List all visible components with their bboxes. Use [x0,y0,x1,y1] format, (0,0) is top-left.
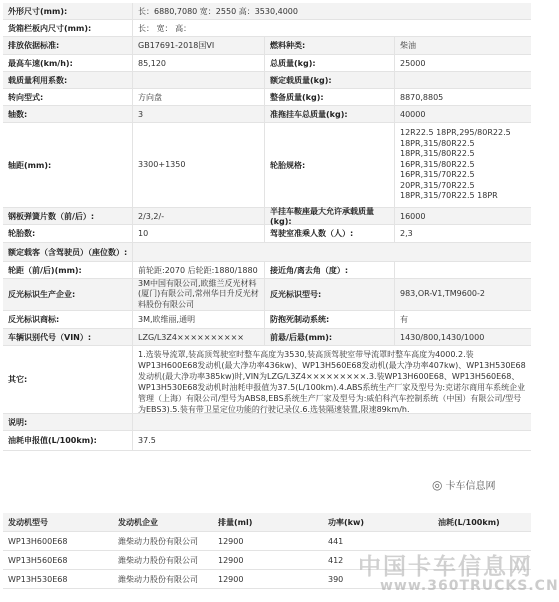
spec-value: 前轮距:2070 后轮距:1880/1880 [133,262,265,278]
spec-label: 整备质量(kg): [265,89,395,105]
spec-table [3,3,531,451]
spec-label: 接近角/离去角（度）: [265,262,395,278]
spec-label: 钢板弹簧片数（前/后）: [3,208,133,224]
spec-label: 反光标识生产企业: [3,279,133,310]
spec-label: 载质量利用系数: [3,72,133,88]
engine-model: WP13H600E68 [8,536,68,546]
table-row [3,431,531,451]
spec-value: 3M,欧维丽,通明 [133,311,265,328]
spec-label: 货箱栏板内尺寸(mm): [3,20,133,36]
table-row [3,346,531,414]
spec-value: 2,3 [400,229,413,238]
table-row [3,55,531,72]
engine-power: 441 [328,536,344,546]
spec-value [395,262,531,278]
watermark-small-text: 卡车信息网 [445,481,496,492]
spec-label: 驾驶室准乘人数（人）: [265,225,395,242]
watermark-big: 中国卡车信息网 [358,554,533,580]
spec-label: 准拖挂车总质量(kg): [265,106,395,122]
spec-label: 转向型式: [3,89,133,105]
spec-value: 有 [400,315,408,324]
spec-label: 总质量(kg): [265,55,395,71]
engine-model: WP13H560E68 [8,555,68,565]
spec-label: 轴距(mm): [3,123,133,207]
table-row [3,311,531,329]
spec-label: 排放依据标准: [3,37,133,54]
table-row [3,262,531,279]
table-row [3,414,531,431]
spec-value: 3 [133,106,265,122]
watermark-small [432,477,495,492]
spec-value: LZG/L3Z4×××××××××× [133,329,265,345]
spec-label: 轮距（前/后)(mm): [3,262,133,278]
spec-label: 其它: [3,346,133,413]
spec-label: 轮胎规格: [265,123,395,207]
spec-value: 2/3,2/- [133,208,265,224]
table-row [3,72,531,89]
spec-label: 反光标识型号: [265,279,395,310]
spec-value [395,72,531,88]
spec-value: 25000 [400,58,426,68]
engine-maker: 潍柴动力股份有限公司 [118,574,198,584]
table-row [3,89,531,106]
spec-label: 额定载客（含驾驶员）（座位数）: [3,243,133,261]
spec-label: 半挂车鞍座最大允许承载质量(kg): [265,208,395,224]
table-row [3,37,531,55]
engine-header-row [3,513,531,532]
spec-value: 方向盘 [133,89,265,105]
engine-displacement: 12900 [218,574,244,584]
spec-label: 燃料种类: [265,37,395,54]
wechat-icon: ◎ [432,477,443,492]
engine-displacement: 12900 [218,536,244,546]
spec-value: 8870,8805 [400,92,444,102]
spec-value [133,72,265,88]
spec-label: 防抱死制动系统: [265,311,395,328]
engine-header-model: 发动机型号 [8,517,48,527]
engine-maker: 潍柴动力股份有限公司 [118,536,198,546]
spec-label: 额定载质量(kg): [265,72,395,88]
spec-value: 983,OR-V1,TM9600-2 [400,289,485,299]
spec-label: 外形尺寸(mm): [3,3,133,19]
spec-value: 1430/800,1430/1000 [400,332,485,342]
spec-label: 前悬/后悬(mm): [265,329,395,345]
spec-value [133,243,531,261]
table-row [3,329,531,346]
engine-maker: 潍柴动力股份有限公司 [118,555,198,565]
spec-label: 最高车速(km/h): [3,55,133,71]
spec-label: 轮胎数: [3,225,133,242]
spec-label: 油耗申报值(L/100km): [3,431,133,450]
spec-value: GB17691-2018国VI [133,37,265,54]
spec-value: 85,120 [133,55,265,71]
table-row [3,20,531,37]
engine-header-consumption: 油耗(L/100km) [438,517,500,527]
spec-value: 长： 宽： 高： [138,23,192,33]
table-row [3,279,531,311]
table-row [3,3,531,20]
engine-model: WP13H530E68 [8,574,68,584]
engine-header-displacement: 排量(ml) [218,517,253,527]
spec-value: 40000 [400,109,426,119]
spec-label: 说明: [3,414,133,430]
spec-value: 12R22.5 18PR,295/80R22.5 18PR,315/80R22.5 18PR,315/80R22.5 16PR,315/80R22.5 16PR,315/70R22.5 20PR,315/70R22.5 18PR,315/70R22.5 18PR [400,128,511,201]
spec-label: 车辆识别代号（VIN）: [3,329,133,345]
spec-value [133,414,531,430]
spec-value: 1.选装导流罩,装高顶驾驶室时整车高度为3530,装高顶驾驶室带导流罩时整车高度为4000.2.装WP13H600E68发动机(最大净功率436kw)、WP13H560E68发动机(最大净功率407kw)、WP13H530E68发动机(最大净功率385kw)时,VIN为LZG/L3Z4×××××××××.3.装WP13H600E68、WP13H560E68、WP13H530E68发动机时油耗申报值为37.5(L/100km).4.ABS系统生产厂家及型号为:克诺尔商用车系统企业管理（上海）有限公司/型号为ABS8,EBS系统生产厂家及型号为:威伯科汽车控制系统（中国）有限公司/型号为EBS3).5.装有带卫星定位功能的行驶记录仪.6.选装隔速装置,限速89km/h. [138,350,526,414]
spec-value: 37.5 [138,436,156,445]
table-row [3,208,531,225]
spec-value: 16000 [400,211,426,221]
spec-value: 10 [133,225,265,242]
table-row [3,243,531,262]
engine-header-power: 功率(kw) [328,517,365,527]
engine-displacement: 12900 [218,555,244,565]
spec-label: 轴数: [3,106,133,122]
table-row [3,123,531,208]
watermark-url: www.360TRUCKS.CN [380,578,559,594]
spec-value: 长：6880,7080 宽：2550 高：3530,4000 [138,6,298,16]
table-row [3,225,531,243]
table-row [3,106,531,123]
spec-value: 3300+1350 [133,123,265,207]
spec-label: 反光标识商标: [3,311,133,328]
spec-value: 柴油 [400,41,416,50]
engine-power: 412 [328,555,344,565]
engine-power: 390 [328,574,344,584]
engine-header-maker: 发动机企业 [118,517,158,527]
spec-value: 3M中国有限公司,欧維兰反光材料(厦门)有限公司,常州华日升反光材料股份有限公司 [133,279,265,310]
